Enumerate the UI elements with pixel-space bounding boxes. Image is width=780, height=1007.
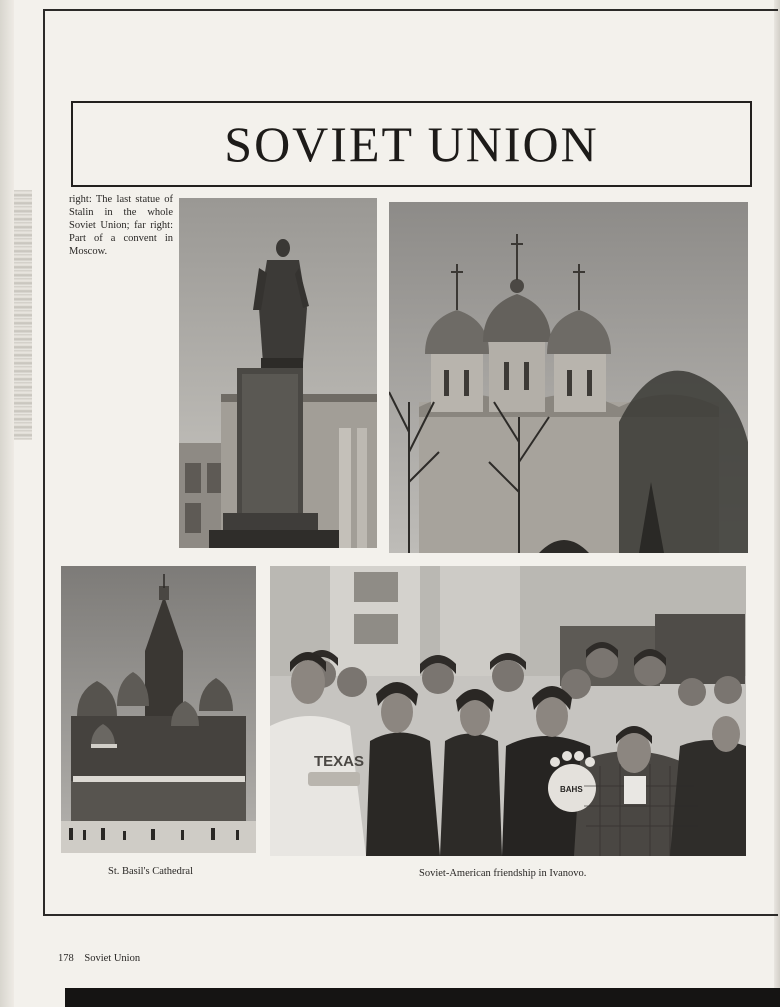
page-gutter-shadow bbox=[0, 0, 14, 1007]
page-title: SOVIET UNION bbox=[224, 116, 599, 172]
photo-st-basils-cathedral bbox=[61, 566, 256, 853]
photo-stalin-statue bbox=[179, 198, 377, 548]
scan-bottom-edge bbox=[65, 988, 780, 1007]
sweatshirt-texas-print: TEXAS bbox=[314, 753, 365, 770]
caption-st-basils: St. Basil's Cathedral bbox=[108, 866, 194, 877]
photo-friendship-group bbox=[270, 566, 746, 856]
photo-convent bbox=[389, 202, 748, 553]
page-footer bbox=[58, 953, 140, 964]
side-caption: right: The last statue of Stalin in the whole Soviet Union; far right: Part of a convent in Moscow. bbox=[69, 194, 173, 257]
page-number: 178 bbox=[58, 953, 74, 964]
caption-friendship: Soviet-American friendship in Ivanovo. bbox=[419, 868, 587, 879]
binding-strip bbox=[14, 190, 32, 440]
running-footer-section: Soviet Union bbox=[84, 953, 141, 964]
sweatshirt-paw-print: BAHS bbox=[560, 785, 583, 794]
title-box bbox=[71, 101, 752, 187]
